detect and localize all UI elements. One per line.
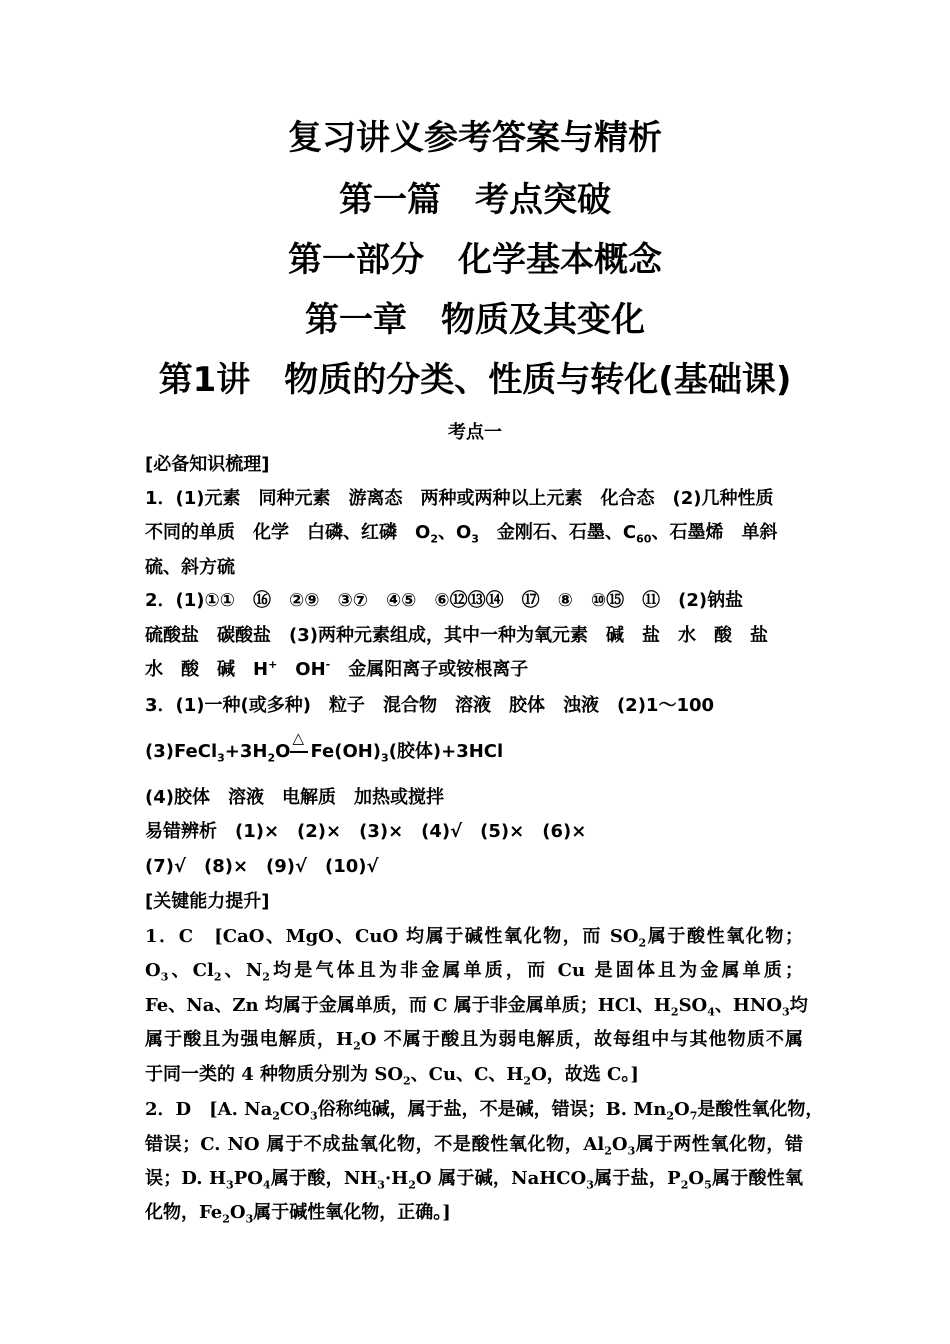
answer-line: (4)胶体 溶液 电解质 加热或搅拌	[145, 787, 444, 808]
chapter-title: 第一章 物质及其变化	[305, 300, 645, 340]
part-title: 第一篇 考点突破	[339, 180, 611, 220]
error-analysis-line: (7)√ (8)× (9)√ (10)√	[145, 856, 379, 877]
explanation-line: $O_3$、$Cl_2$、$N_2$均是气体且为非金属单质，而 Cu 是固体且为金属单质；	[145, 960, 804, 984]
answer-line: 水 酸 碱 H+ OH- 金属阳离子或铵根离子	[145, 658, 529, 680]
explanation-line: 1．C [CaO、MgO、CuO 均属于碱性氧化物，而 $SO_2$属于酸性氧化物；	[145, 926, 804, 950]
explanation-line: 属于酸且为强电解质，$H_2O$ 不属于酸且为弱电解质，故每组中与其他物质不属	[145, 1029, 803, 1053]
explanation-line: 误；D. $H_3PO_4$属于酸，$NH_3\cdot H_2O$ 属于碱，NaHCO$_3$属于盐，$P_2O_5$属于酸性氧	[145, 1168, 803, 1192]
explanation-line: 于同一类的 4 种物质分别为 $SO_2$、Cu、C、$H_2O$，故选 C。]	[145, 1064, 639, 1088]
section-title: 第一部分 化学基本概念	[288, 240, 662, 280]
error-analysis-line: 易错辨析 (1)× (2)× (3)× (4)√ (5)× (6)×	[145, 821, 587, 842]
kaodian-heading: 考点一	[448, 422, 502, 443]
main-title: 复习讲义参考答案与精析	[288, 118, 662, 158]
chemical-equation: $(3)FeCl_3+3H_2O$ △ $Fe(OH)_3$(胶体)+3HCl	[145, 729, 504, 765]
section-heading-knowledge: [必备知识梳理]	[145, 454, 270, 475]
answer-line: 2．(1)①① ⑯ ②⑨ ③⑦ ④⑤ ⑥⑫⑬⑭ ⑰ ⑧ ⑩⑮ ⑪ (2)钠盐	[145, 590, 744, 611]
lesson-title: 第1讲 物质的分类、性质与转化(基础课)	[158, 360, 792, 400]
heating-arrow-icon: △	[290, 740, 310, 764]
explanation-line: 错误；C. NO 属于不成盐氧化物，不是酸性氧化物，$Al_2O_3$属于两性氧化物，错	[145, 1134, 804, 1158]
answer-line: 不同的单质 化学 白磷、红磷 $O_2$、$O_3$ 金刚石、石墨、$C_{60}$、石墨烯 单斜	[145, 522, 778, 546]
explanation-line: 化物，$Fe_2O_3$属于碱性氧化物，正确。]	[145, 1202, 451, 1226]
answer-line: 硫、斜方硫	[145, 557, 235, 578]
answer-line: 1．(1)元素 同种元素 游离态 两种或两种以上元素 化合态 (2)几种性质	[145, 488, 774, 509]
answer-line: 硫酸盐 碳酸盐 (3)两种元素组成，其中一种为氧元素 碱 盐 水 酸 盐	[145, 625, 768, 646]
section-heading-ability: [关键能力提升]	[145, 891, 270, 912]
answer-line: 3．(1)一种(或多种) 粒子 混合物 溶液 胶体 浊液 (2)1～100	[145, 695, 715, 716]
explanation-line: 2．D [A. $Na_2CO_3$俗称纯碱，属于盐，不是碱，错误；B. $Mn_2O_7$是酸性氧化物，	[145, 1099, 824, 1123]
explanation-line: Fe、Na、Zn 均属于金属单质，而 C 属于非金属单质；HCl、$H_2SO_4$、$HNO_3$均	[145, 995, 808, 1019]
